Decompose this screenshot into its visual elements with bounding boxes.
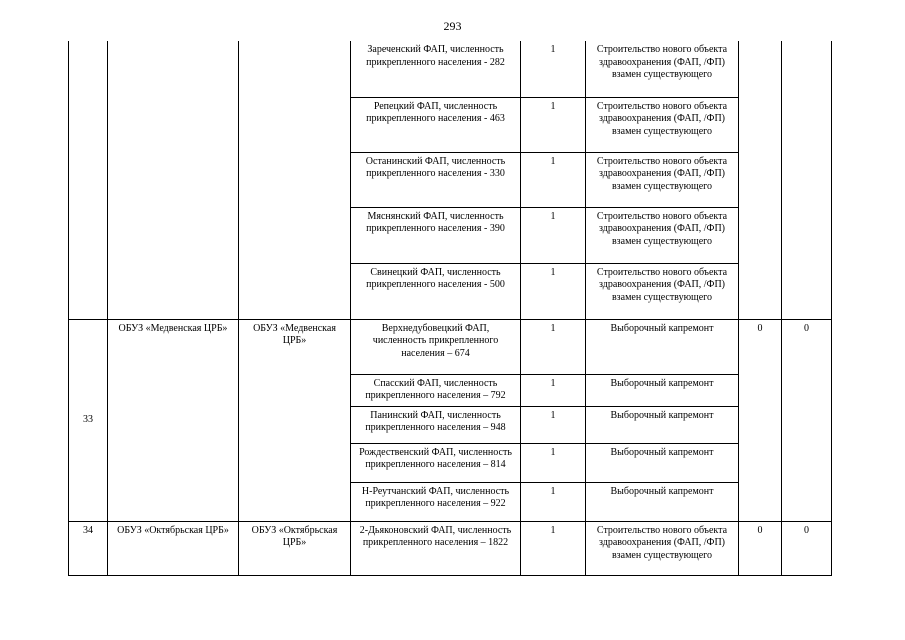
work-type-cell: Строительство нового объекта здравоохранения (ФАП, /ФП) взамен существующего — [586, 521, 739, 575]
facility-cell: Свинецкий ФАП, численность прикрепленного населения - 500 — [351, 263, 521, 319]
facility-cell: Мяснянский ФАП, численность прикрепленного населения - 390 — [351, 207, 521, 263]
work-type-cell: Строительство нового объекта здравоохранения (ФАП, /ФП) взамен существующего — [586, 152, 739, 207]
quantity-cell: 1 — [521, 263, 586, 319]
quantity-cell: 1 — [521, 406, 586, 443]
facilities-table — [68, 41, 832, 576]
work-type-cell: Строительство нового объекта здравоохранения (ФАП, /ФП) взамен существующего — [586, 263, 739, 319]
facility-cell: Панинский ФАП, численность прикрепленного населения – 948 — [351, 406, 521, 443]
table-row — [69, 41, 832, 97]
work-type-cell: Строительство нового объекта здравоохранения (ФАП, /ФП) взамен существующего — [586, 41, 739, 97]
quantity-cell: 1 — [521, 97, 586, 152]
value-b-cell — [782, 41, 832, 319]
number-cell — [69, 41, 108, 319]
work-type-cell: Строительство нового объекта здравоохранения (ФАП, /ФП) взамен существующего — [586, 97, 739, 152]
quantity-cell: 1 — [521, 443, 586, 482]
organization-cell: ОБУЗ «Октябрьская ЦРБ» — [239, 521, 351, 575]
value-a-cell: 0 — [739, 521, 782, 575]
quantity-cell: 1 — [521, 152, 586, 207]
facility-cell: Рождественский ФАП, численность прикрепленного населения – 814 — [351, 443, 521, 482]
value-a-cell — [739, 41, 782, 319]
quantity-cell: 1 — [521, 521, 586, 575]
quantity-cell: 1 — [521, 482, 586, 521]
work-type-cell: Выборочный капремонт — [586, 319, 739, 374]
quantity-cell: 1 — [521, 319, 586, 374]
facility-cell: 2-Дьяконовский ФАП, численность прикрепленного населения – 1822 — [351, 521, 521, 575]
quantity-cell: 1 — [521, 41, 586, 97]
table-row — [69, 319, 832, 374]
value-a-cell: 0 — [739, 319, 782, 521]
page-number: 293 — [443, 19, 462, 33]
facility-cell: Верхнедубовецкий ФАП, численность прикрепленного населения – 674 — [351, 319, 521, 374]
work-type-cell: Выборочный капремонт — [586, 406, 739, 443]
work-type-cell: Выборочный капремонт — [586, 374, 739, 406]
quantity-cell: 1 — [521, 207, 586, 263]
facility-cell: Спасский ФАП, численность прикрепленного населения – 792 — [351, 374, 521, 406]
value-b-cell: 0 — [782, 521, 832, 575]
facility-cell: Репецкий ФАП, численность прикрепленного населения - 463 — [351, 97, 521, 152]
institution-cell: ОБУЗ «Медвенская ЦРБ» — [108, 319, 239, 521]
organization-cell — [239, 41, 351, 319]
number-cell: 33 — [69, 319, 108, 521]
facility-cell: Н-Реутчанский ФАП, численность прикрепленного населения – 922 — [351, 482, 521, 521]
work-type-cell: Выборочный капремонт — [586, 482, 739, 521]
value-b-cell: 0 — [782, 319, 832, 521]
quantity-cell: 1 — [521, 374, 586, 406]
work-type-cell: Строительство нового объекта здравоохранения (ФАП, /ФП) взамен существующего — [586, 207, 739, 263]
number-cell: 34 — [69, 521, 108, 575]
institution-cell: ОБУЗ «Октябрьская ЦРБ» — [108, 521, 239, 575]
facility-cell: Зареченский ФАП, численность прикрепленного населения - 282 — [351, 41, 521, 97]
organization-cell: ОБУЗ «Медвенская ЦРБ» — [239, 319, 351, 521]
work-type-cell: Выборочный капремонт — [586, 443, 739, 482]
table-row — [69, 521, 832, 575]
facility-cell: Останинский ФАП, численность прикрепленного населения - 330 — [351, 152, 521, 207]
institution-cell — [108, 41, 239, 319]
